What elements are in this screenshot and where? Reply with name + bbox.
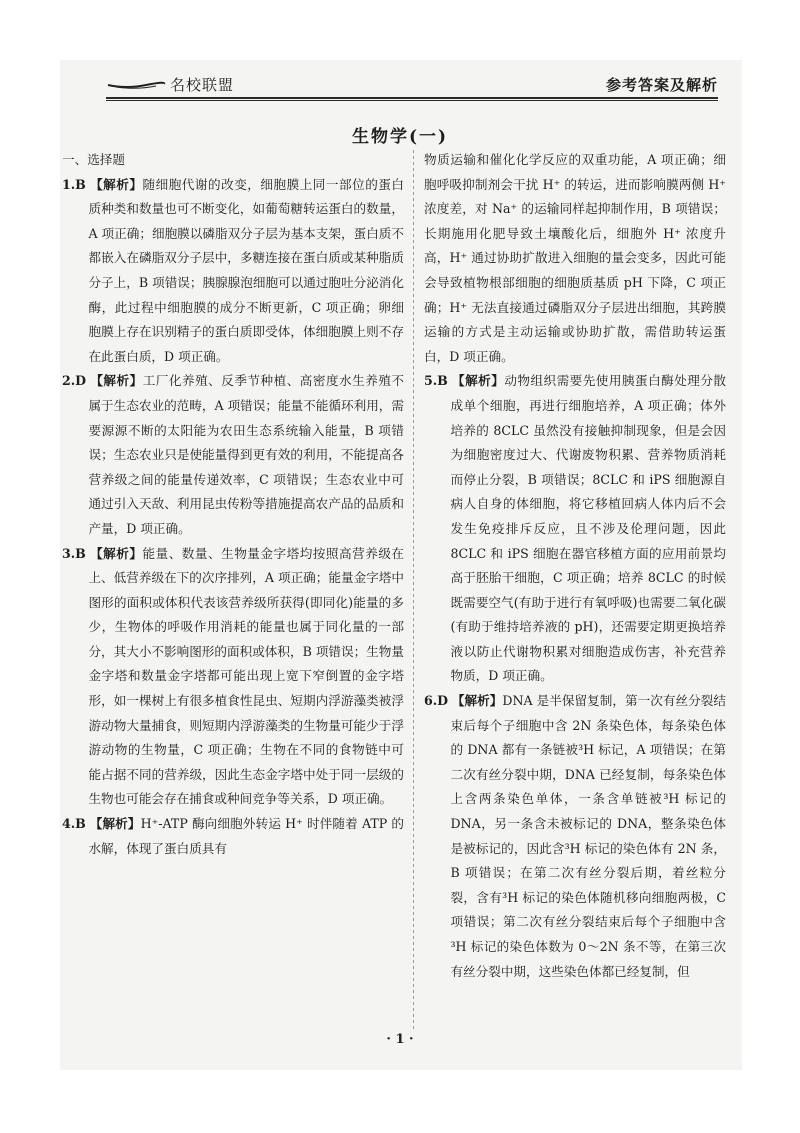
answer-text: 物质运输和催化化学反应的双重功能，A 项正确；细胞呼吸抑制剂会干扰 H⁺ 的转运，进而影响膜两侧 H⁺ 浓度差，对 Na⁺ 的运输同样起抑制作用，B 项错误；长期施用化肥导致土壤酸化后，细胞外 H⁺ 浓度升高，H⁺ 通过协助扩散进入细胞的量会变多，因此可能会导致植物根部细胞的细胞质基质 pH 下降，C 项正确；H⁺ 无法直接通过磷脂双分子层进出细胞，其跨膜运输的方式是主动运输或协助扩散，需借助转运蛋白，D 项正确。 — [424, 152, 726, 364]
answer-item — [62, 542, 404, 813]
left-column — [62, 148, 404, 861]
header-rule — [106, 97, 718, 99]
document-title: 生物学(一) — [351, 127, 449, 147]
answer-number: 3. — [62, 545, 76, 561]
section-heading: 一、选择题 — [62, 152, 125, 167]
logo — [106, 72, 234, 96]
answer-text: 工厂化养殖、反季节种植、高密度水生养殖不属于生态农业的范畴，A 项错误；能量不能循环利用，需要源源不断的太阳能为农田生态系统输入能量，B 项错误；生态农业只是使能量得到更有效的利用，不能提高各营养级之间的能量传递效率，C 项错误；生态农业中可通过引入天敌、利用昆虫传粉等措施提高农产品的品质和产量，D 项正确。 — [88, 373, 405, 536]
answer-tag: 【解析】 — [89, 816, 141, 832]
answer-text: DNA 是半保留复制，第一次有丝分裂结束后每个子细胞中含 2N 条染色体，每条染色体的 DNA 都有一条链被³H 标记，A 项错误；在第二次有丝分裂中期，DNA 已经复制，每条染色体上含两条染色单体，一条含单链被³H 标记的 DNA，另一条含未被标记的 DNA，整条染色体是被标记的，因此含³H 标记的染色体有 2N 条，B 项错误；在第二次有丝分裂后期，着丝粒分裂，含有³H 标记的染色体随机移向细胞两极，C 项错误；第二次有丝分裂结束后每个子细胞中含³H 标记的染色体数为 0～2N 条不等，在第三次有丝分裂中期，这些染色体都已经复制，但 — [450, 693, 727, 979]
left-answer-list — [62, 173, 404, 862]
answer-key: B — [437, 373, 448, 389]
answer-text: 能量、数量、生物量金字塔均按照高营养级在上、低营养级在下的次序排列，A 项正确；能量金字塔中图形的面积或体积代表该营养级所获得(即同化)能量的多少，生物体的呼吸作用消耗的能量也属于同化量的一部分，其大小不影响图形的面积或体积，B 项错误；生物量金字塔和数量金字塔都可能出现上宽下窄倒置的金字塔形，如一棵树上有很多植食性昆虫、短期内浮游藻类被浮游动物大量捕食，则短期内浮游藻类的生物量可能少于浮游动物的生物量，C 项正确；生物在不同的食物链中可能占据不同的营养级，因此生态金字塔中处于同一层级的生物也可能会存在捕食或种间竞争等关系，D 项正确。 — [88, 545, 405, 807]
answer-tag: 【解析】 — [89, 373, 143, 389]
answer-tag: 【解析】 — [451, 373, 505, 389]
answer-number: 6. — [424, 693, 438, 709]
answer-item — [62, 173, 404, 370]
column-divider — [413, 150, 414, 1030]
answer-text: 动物组织需要先使用胰蛋白酶处理分散成单个细胞，再进行细胞培养，A 项正确；体外培养的 8CLC 虽然没有接触抑制现象，但是会因为细胞密度过大、代谢废物积累、营养物质消耗而停止分裂，B 项错误；8CLC 和 iPS 细胞源自病人自身的体细胞，将它移植回病人体内后不会发生免疫排斥反应，且不涉及伦理问题，因此 8CLC 和 iPS 细胞在器官移植方面的应用前景均高于胚胎干细胞，C 项正确；培养 8CLC 的时候既需要空气(有助于进行有氧呼吸)也需要二氧化碳(有助于维持培养液的 pH)，还需要定期更换培养液以防止代谢物积累对细胞造成伤害，补充营养物质，D 项正确。 — [450, 373, 727, 684]
page-number: · 1 · — [386, 1032, 414, 1047]
answer-number: 5. — [424, 373, 438, 389]
logo-text: 名校联盟 — [170, 75, 235, 94]
answer-tag: 【解析】 — [451, 693, 503, 709]
page-header — [106, 72, 718, 96]
answer-number: 4. — [62, 816, 76, 832]
answer-tag: 【解析】 — [89, 545, 143, 561]
header-rule-thin — [106, 100, 718, 101]
answer-item — [424, 148, 726, 369]
answer-item — [424, 369, 726, 689]
right-answer-list — [424, 148, 726, 984]
answer-item — [62, 812, 404, 861]
answer-text: 随细胞代谢的改变，细胞膜上同一部位的蛋白质种类和数量也可不断变化，如葡萄糖转运蛋白的数量，A 项正确；细胞膜以磷脂双分子层为基本支架，蛋白质不都嵌入在磷脂双分子层中，多糖连接在蛋白质或某种脂质分子上，B 项错误；胰腺腺泡细胞可以通过胞吐分泌消化酶，此过程中细胞膜的成分不断更新，C 项正确；卵细胞膜上存在识别精子的蛋白质即受体，体细胞膜上则不存在此蛋白质，D 项正确。 — [88, 176, 405, 364]
answer-text: H⁺-ATP 酶向细胞外转运 H⁺ 时伴随着 ATP 的水解，体现了蛋白质具有 — [88, 816, 405, 856]
swoosh-icon — [106, 78, 166, 90]
answer-tag: 【解析】 — [89, 176, 143, 192]
answer-key: D — [437, 693, 449, 709]
answer-number: 2. — [62, 373, 76, 389]
header-title: 参考答案及解析 — [605, 76, 718, 94]
answer-key: B — [75, 816, 86, 832]
answer-key: B — [75, 545, 86, 561]
right-column — [424, 148, 726, 984]
answer-item — [424, 689, 726, 984]
answer-key: D — [75, 373, 87, 389]
answer-number: 1. — [62, 176, 76, 192]
answer-key: B — [75, 176, 86, 192]
answer-item — [62, 369, 404, 541]
